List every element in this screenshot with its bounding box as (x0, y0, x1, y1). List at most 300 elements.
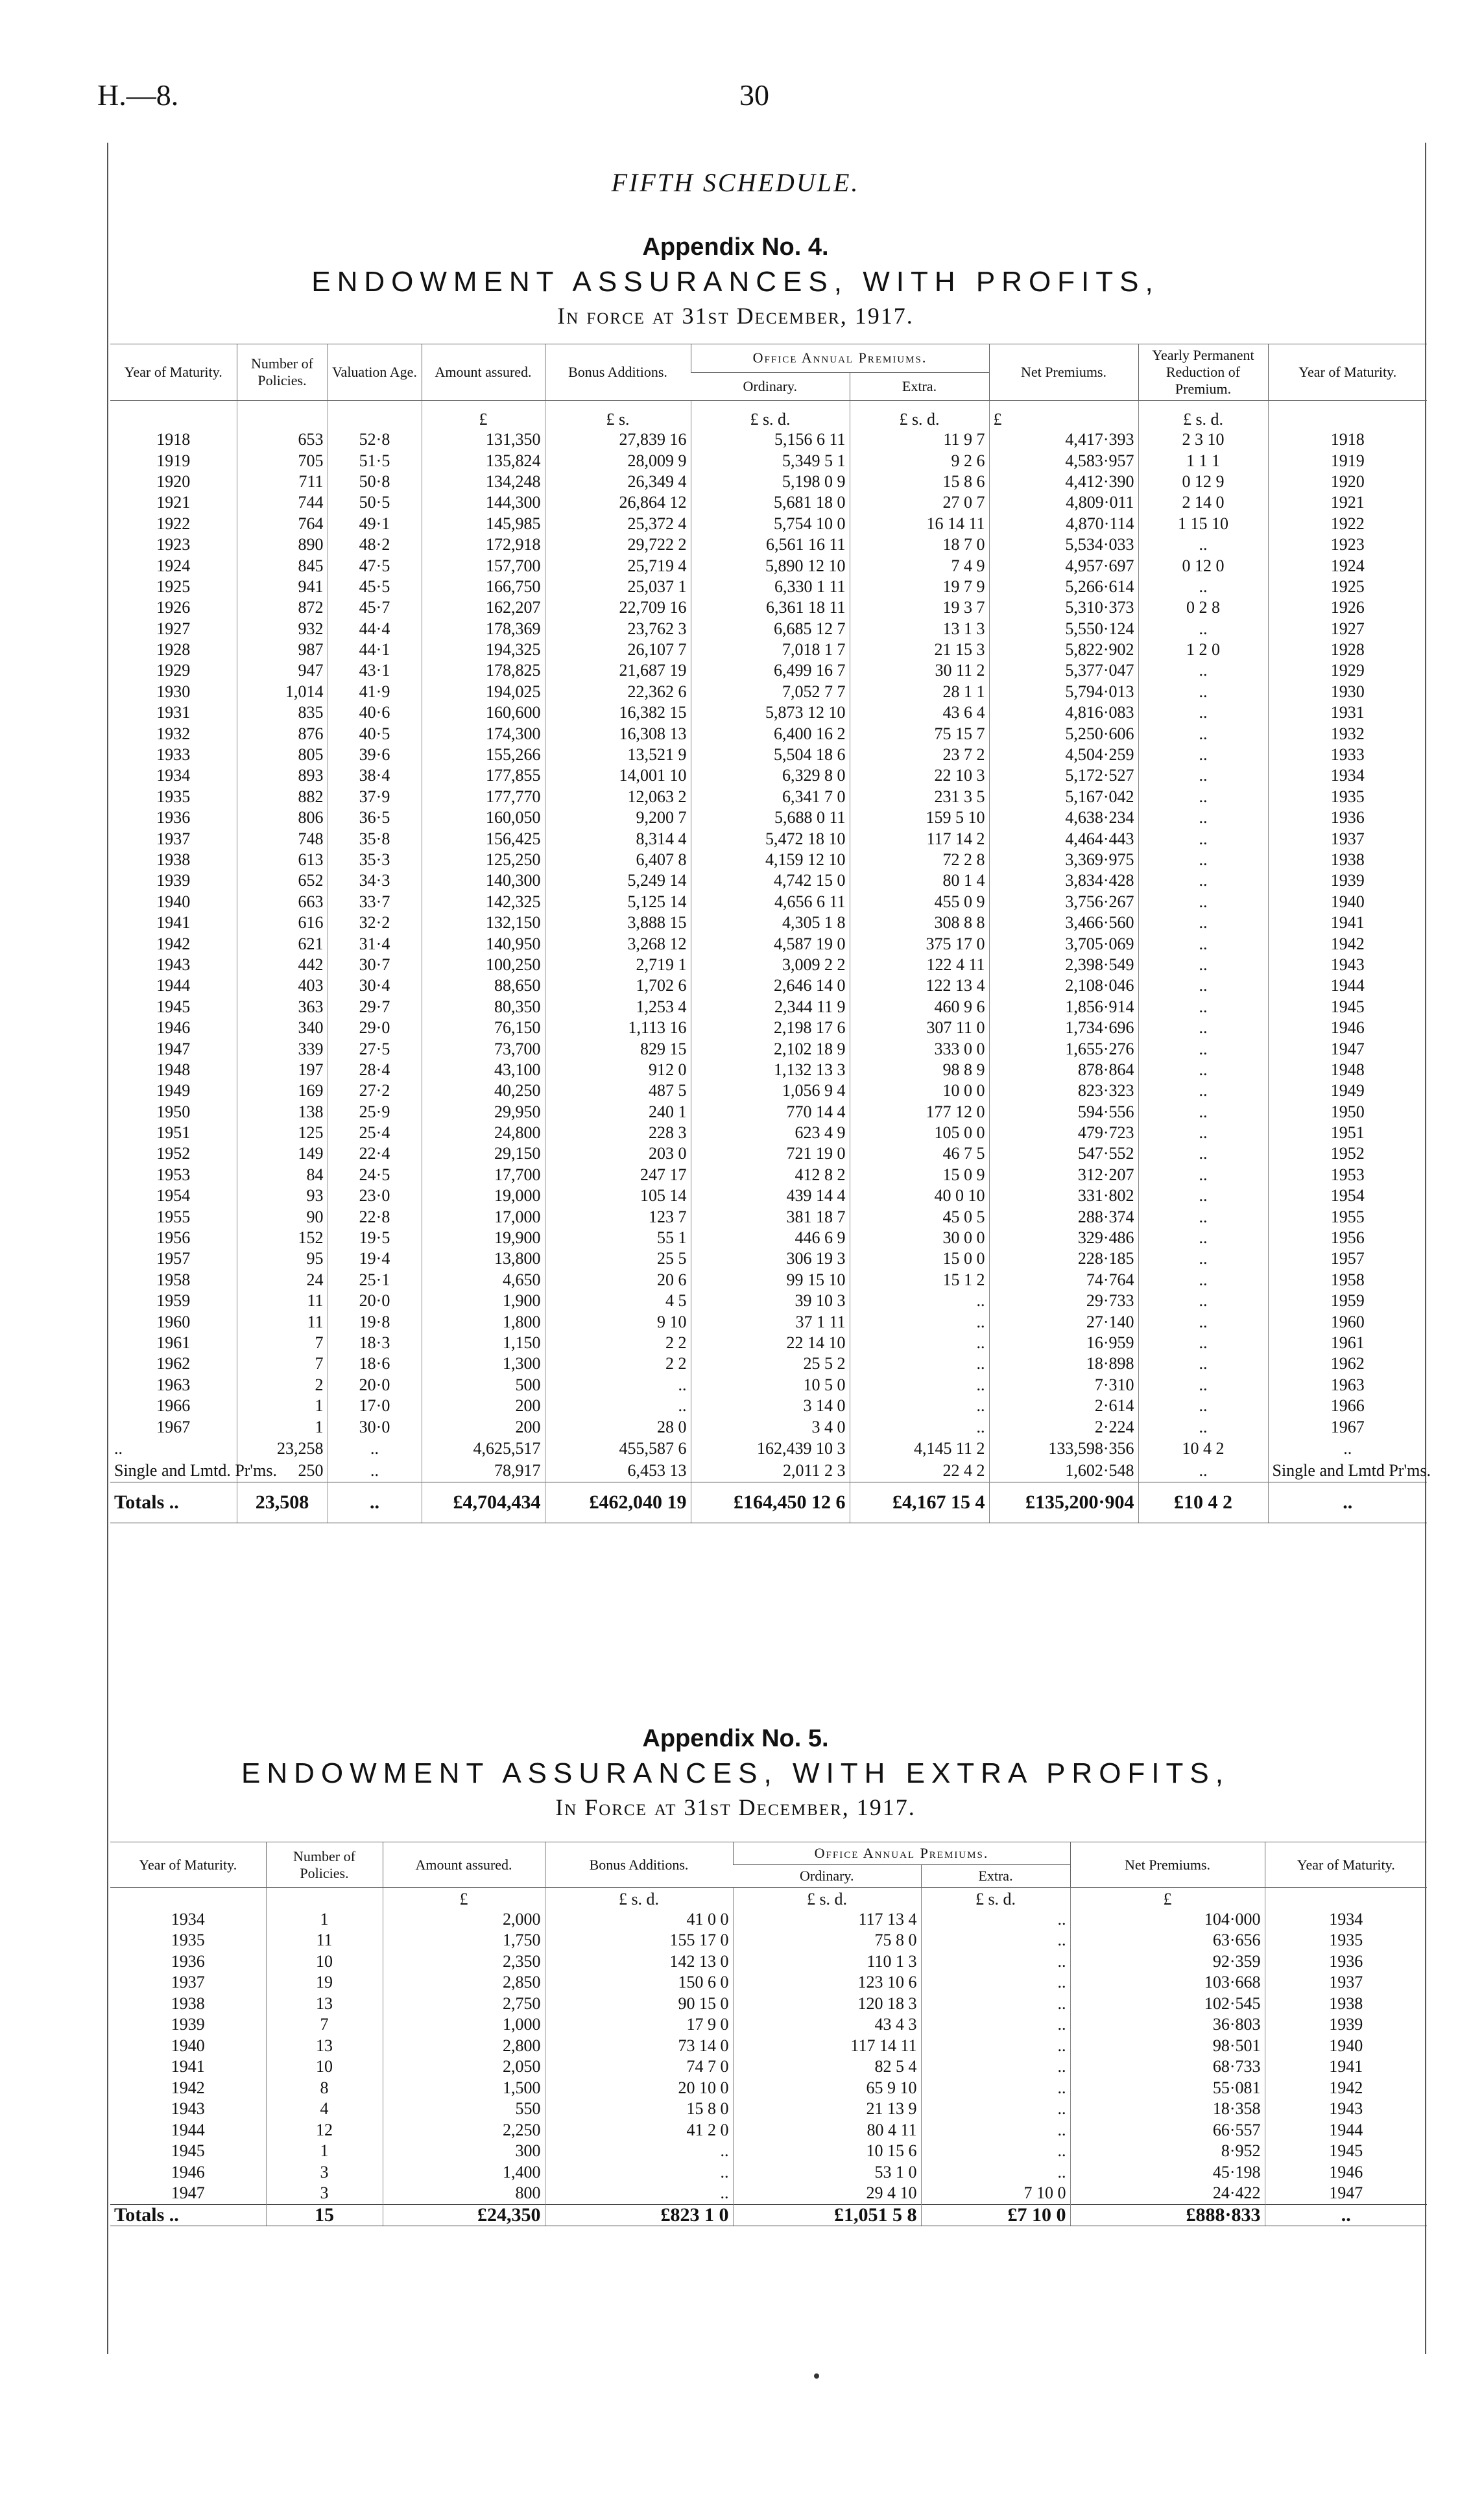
col-policies: Number of Policies. (266, 1842, 383, 1888)
appendix5-table (110, 1842, 1427, 2226)
table-cell: 1919 (156, 451, 191, 470)
table-cell: 13 1 3 (850, 619, 989, 639)
table-cell: 1920 (156, 471, 191, 491)
table-cell: £7 10 0 (921, 2204, 1070, 2226)
table-cell: 117 14 2 (850, 828, 989, 849)
table-cell: 1950 (1268, 1102, 1427, 1123)
page-header (97, 78, 1369, 117)
table-cell: 30·0 (328, 1416, 422, 1437)
table-cell: 4,587 19 0 (691, 933, 850, 954)
table-cell: 1932 (156, 724, 191, 743)
table-cell: 157,700 (422, 555, 545, 576)
table-cell: 3,009 2 2 (691, 955, 850, 975)
table-cell: 140,950 (422, 933, 545, 954)
table-cell: 1,500 (383, 2078, 545, 2099)
table-cell: 1962 (1268, 1353, 1427, 1374)
table-cell: 1 1 1 (1138, 450, 1268, 471)
col-bonus-additions: Bonus Additions. (545, 1842, 733, 1888)
table-row (110, 534, 1427, 555)
table-cell: 29 4 10 (733, 2183, 921, 2204)
table-cell: 5,349 5 1 (691, 450, 850, 471)
appendix5-label: Appendix No. 5. (642, 1725, 829, 1752)
table-cell: 24·5 (328, 1165, 422, 1185)
table-cell: 6,361 18 11 (691, 597, 850, 618)
table-cell: 68·733 (1070, 2056, 1265, 2078)
table-row (110, 1353, 1427, 1374)
table-row (110, 1060, 1427, 1080)
table-cell: 40·6 (328, 702, 422, 723)
table-cell: 40,250 (422, 1080, 545, 1101)
table-cell: 4,145 11 2 (850, 1438, 989, 1460)
table-cell: .. (1138, 1038, 1268, 1059)
table-cell: 306 19 3 (691, 1248, 850, 1269)
table-cell: 159 5 10 (850, 807, 989, 828)
table-cell: 1,300 (422, 1353, 545, 1374)
table-cell: 15 1 2 (850, 1270, 989, 1290)
table-cell: 122 13 4 (850, 975, 989, 996)
table-cell: .. (921, 1930, 1070, 1951)
table-cell: 35·3 (328, 850, 422, 870)
summary-row (110, 1460, 1427, 1482)
table-cell: £135,200·904 (989, 1482, 1138, 1523)
table-cell: 105 0 0 (850, 1123, 989, 1143)
table-cell: 178,369 (422, 619, 545, 639)
table-cell: 2,050 (383, 2056, 545, 2078)
table-cell: 1,014 (237, 682, 328, 702)
table-cell: 1945 (171, 2141, 205, 2161)
table-cell: 166,750 (422, 577, 545, 597)
table-cell: 1966 (1268, 1396, 1427, 1416)
table-cell: 24,800 (422, 1123, 545, 1143)
table-row (110, 1972, 1427, 1993)
table-cell: 76,150 (422, 1017, 545, 1038)
table-row (110, 1396, 1427, 1416)
table-cell: 1936 (1265, 1951, 1427, 1973)
table-cell: 1934 (156, 766, 191, 785)
table-cell: 31·4 (328, 933, 422, 954)
col-amount-assured: Amount assured. (383, 1842, 545, 1888)
table-cell: 33·7 (328, 892, 422, 912)
table-cell: 2,719 1 (545, 955, 691, 975)
table-cell: 1925 (1268, 577, 1427, 597)
table-cell: 19·4 (328, 1248, 422, 1269)
table-cell: .. (1138, 1123, 1268, 1143)
table-cell: 194,325 (422, 639, 545, 660)
table-cell: 1940 (1268, 892, 1427, 912)
table-cell: 1945 (1265, 2141, 1427, 2162)
table-row (110, 2036, 1427, 2057)
table-cell: 3 (266, 2162, 383, 2183)
table-cell: 711 (237, 471, 328, 492)
table-cell: 11 (237, 1290, 328, 1311)
table-cell: 1,132 13 3 (691, 1060, 850, 1080)
table-cell: 1941 (171, 2057, 205, 2076)
table-cell: 1948 (1268, 1060, 1427, 1080)
table-cell: 2,000 (383, 1909, 545, 1931)
table-cell: 145,985 (422, 514, 545, 534)
table-cell: 1947 (1268, 1038, 1427, 1059)
table-cell: .. (1138, 765, 1268, 786)
table-cell: 1949 (156, 1081, 191, 1100)
table-cell: 455,587 6 (545, 1438, 691, 1460)
table-cell: .. (921, 2098, 1070, 2120)
table-cell: 52·8 (328, 429, 422, 450)
table-cell: 39 10 3 (691, 1290, 850, 1311)
table-cell: 28·4 (328, 1060, 422, 1080)
table-cell: 1960 (1268, 1311, 1427, 1332)
table-cell: 1925 (156, 577, 191, 596)
table-cell: 74 7 0 (545, 2056, 733, 2078)
table-cell: 172,918 (422, 534, 545, 555)
table-cell: 442 (237, 955, 328, 975)
unit-label: £ (383, 1888, 545, 1909)
table-cell: 800 (383, 2183, 545, 2204)
table-cell: 63·656 (1070, 1930, 1265, 1951)
table-cell: £888·833 (1070, 2204, 1265, 2226)
table-cell: 155 17 0 (545, 1930, 733, 1951)
table-cell: 375 17 0 (850, 933, 989, 954)
table-row (110, 2183, 1427, 2204)
table-cell: 73 14 0 (545, 2036, 733, 2057)
table-cell: 24·422 (1070, 2183, 1265, 2204)
table-cell: 2,750 (383, 1993, 545, 2015)
table-cell: 829 15 (545, 1038, 691, 1059)
table-cell: 872 (237, 597, 328, 618)
table-cell: 25·1 (328, 1270, 422, 1290)
table-cell: 155,266 (422, 744, 545, 765)
table-row (110, 1080, 1427, 1101)
table-row (110, 787, 1427, 807)
table-cell: 3 14 0 (691, 1396, 850, 1416)
table-cell: 1,800 (422, 1311, 545, 1332)
table-cell: 93 (237, 1185, 328, 1206)
table-cell: 1,253 4 (545, 997, 691, 1017)
table-cell: 30 11 2 (850, 660, 989, 681)
table-cell: 1950 (156, 1102, 191, 1121)
table-cell: 16,308 13 (545, 723, 691, 744)
table-cell: .. (1138, 702, 1268, 723)
table-cell: 1931 (156, 703, 191, 722)
table-cell: 1952 (1268, 1143, 1427, 1164)
table-cell: .. (1138, 619, 1268, 639)
table-row (110, 2098, 1427, 2120)
table-cell: 5,310·373 (989, 597, 1138, 618)
table-cell: 4,625,517 (422, 1438, 545, 1460)
table-cell: 1934 (1265, 1909, 1427, 1931)
table-cell: 1959 (1268, 1290, 1427, 1311)
table-cell: 5,822·902 (989, 639, 1138, 660)
table-row (110, 1017, 1427, 1038)
document-reference: H.—8. (97, 78, 179, 112)
table-cell: 29·0 (328, 1017, 422, 1038)
table-cell: 652 (237, 870, 328, 891)
table-cell: 1921 (156, 493, 191, 512)
table-cell: 41·9 (328, 682, 422, 702)
table-cell: 152 (237, 1228, 328, 1248)
table-row (110, 2056, 1427, 2078)
table-cell: 21 15 3 (850, 639, 989, 660)
table-cell: 4,809·011 (989, 492, 1138, 513)
table-cell: 455 0 9 (850, 892, 989, 912)
table-cell: £4,167 15 4 (850, 1482, 989, 1523)
table-cell: 10 4 2 (1138, 1438, 1268, 1460)
table-cell: 117 13 4 (733, 1909, 921, 1931)
table-cell: 9 2 6 (850, 450, 989, 471)
table-cell: 117 14 11 (733, 2036, 921, 2057)
appendix4-label: Appendix No. 4. (642, 233, 829, 261)
totals-row (110, 1482, 1427, 1523)
table-cell: .. (114, 1438, 123, 1458)
table-cell: 748 (237, 828, 328, 849)
table-cell: 878·864 (989, 1060, 1138, 1080)
table-cell: 48·2 (328, 534, 422, 555)
table-cell: 1942 (1265, 2078, 1427, 2099)
table-cell: .. (1138, 1228, 1268, 1248)
table-cell: 2,011 2 3 (691, 1460, 850, 1482)
table-cell: 162,439 10 3 (691, 1438, 850, 1460)
table-cell: 75 8 0 (733, 1930, 921, 1951)
table-cell: 36·5 (328, 807, 422, 828)
table-cell: 17 9 0 (545, 2014, 733, 2036)
table-cell: 10 0 0 (850, 1080, 989, 1101)
table-cell: 1918 (156, 430, 191, 449)
table-cell: 1936 (156, 808, 191, 827)
table-cell: .. (1138, 577, 1268, 597)
table-cell: .. (1138, 1185, 1268, 1206)
table-row (110, 1993, 1427, 2015)
table-cell: 744 (237, 492, 328, 513)
table-row (110, 514, 1427, 534)
table-cell: 9,200 7 (545, 807, 691, 828)
table-cell: 231 3 5 (850, 787, 989, 807)
table-cell: 1947 (171, 2183, 205, 2203)
table-row (110, 744, 1427, 765)
table-row (110, 955, 1427, 975)
table-cell: 19·5 (328, 1228, 422, 1248)
table-cell: 3,834·428 (989, 870, 1138, 891)
table-cell: 43,100 (422, 1060, 545, 1080)
table-cell: .. (850, 1416, 989, 1437)
table-cell: 1943 (1265, 2098, 1427, 2120)
table-cell: .. (1268, 1482, 1427, 1523)
table-cell: 7·310 (989, 1375, 1138, 1396)
table-cell: 1930 (1268, 682, 1427, 702)
table-cell: 3,705·069 (989, 933, 1138, 954)
table-cell: .. (1138, 1333, 1268, 1353)
table-cell: 6,499 16 7 (691, 660, 850, 681)
table-cell: 1942 (156, 934, 191, 953)
table-cell: 932 (237, 619, 328, 639)
table-row (110, 723, 1427, 744)
table-cell: 1933 (1268, 744, 1427, 765)
table-cell: 177,855 (422, 765, 545, 786)
table-cell: 10 5 0 (691, 1375, 850, 1396)
table-cell: 1932 (1268, 723, 1427, 744)
table-cell: 45 0 5 (850, 1206, 989, 1227)
table-cell: 29,950 (422, 1102, 545, 1123)
table-cell: 479·723 (989, 1123, 1138, 1143)
table-cell: 1962 (156, 1354, 191, 1373)
table-cell: 228 3 (545, 1123, 691, 1143)
table-row (110, 2141, 1427, 2162)
table-cell: 135,824 (422, 450, 545, 471)
table-cell: 1924 (1268, 555, 1427, 576)
table-cell: 149 (237, 1143, 328, 1164)
table-cell: 55 1 (545, 1228, 691, 1248)
table-cell: 1959 (156, 1291, 191, 1311)
table-row (110, 850, 1427, 870)
table-row (110, 429, 1427, 450)
table-cell: .. (1138, 997, 1268, 1017)
table-cell: 49·1 (328, 514, 422, 534)
table-row (110, 1416, 1427, 1437)
table-cell: 25,719 4 (545, 555, 691, 576)
table-cell: 2 (237, 1375, 328, 1396)
table-cell: 1922 (1268, 514, 1427, 534)
table-cell: 6,407 8 (545, 850, 691, 870)
table-cell: .. (921, 2162, 1070, 2183)
table-cell: 25·4 (328, 1123, 422, 1143)
table-cell: 5,198 0 9 (691, 471, 850, 492)
table-cell: 20·0 (328, 1290, 422, 1311)
table-cell: 1949 (1268, 1080, 1427, 1101)
table-cell: 8 (266, 2078, 383, 2099)
table-cell: .. (1138, 534, 1268, 555)
table-cell: 13,521 9 (545, 744, 691, 765)
table-cell: 194,025 (422, 682, 545, 702)
table-cell: 623 4 9 (691, 1123, 850, 1143)
table-cell: 15 0 9 (850, 1165, 989, 1185)
table-cell: 19,900 (422, 1228, 545, 1248)
table-cell: 1957 (156, 1249, 191, 1268)
table-cell: .. (1138, 1206, 1268, 1227)
table-cell: Single and Lmtd. Pr'ms. (114, 1460, 277, 1480)
table-cell: 806 (237, 807, 328, 828)
table-cell: .. (1138, 975, 1268, 996)
table-row (110, 1951, 1427, 1973)
table-cell: 0 12 0 (1138, 555, 1268, 576)
table-cell: 1930 (156, 682, 191, 701)
col-extra: Extra. (850, 372, 989, 401)
unit-label: £ s. d. (691, 401, 850, 430)
unit-label: £ s. d. (733, 1888, 921, 1909)
table-cell: 88,650 (422, 975, 545, 996)
table-cell: .. (1138, 1311, 1268, 1332)
table-cell: 1 (237, 1416, 328, 1437)
table-cell: 5,472 18 10 (691, 828, 850, 849)
table-cell: 4,638·234 (989, 807, 1138, 828)
table-cell: 178,825 (422, 660, 545, 681)
table-row (110, 975, 1427, 996)
table-cell: 162,207 (422, 597, 545, 618)
table-cell: 125 (237, 1123, 328, 1143)
table-cell: 26,107 7 (545, 639, 691, 660)
table-cell: 663 (237, 892, 328, 912)
table-cell: 9 10 (545, 1311, 691, 1332)
col-amount-assured: Amount assured. (422, 344, 545, 401)
table-cell: 1941 (156, 913, 191, 933)
table-cell: 594·556 (989, 1102, 1138, 1123)
table-cell: .. (921, 1993, 1070, 2015)
table-cell: 1 15 10 (1138, 514, 1268, 534)
table-cell: 1928 (156, 640, 191, 660)
table-cell: .. (328, 1438, 422, 1460)
table-cell: 10 (266, 2056, 383, 2078)
table-cell: 34·3 (328, 870, 422, 891)
table-cell: 13 (266, 1993, 383, 2015)
unit-label: £ s. d. (1138, 401, 1268, 430)
table-cell: .. (921, 2056, 1070, 2078)
table-cell: 805 (237, 744, 328, 765)
table-cell: 412 8 2 (691, 1165, 850, 1185)
table-cell: 2 3 10 (1138, 429, 1268, 450)
table-cell: .. (545, 1375, 691, 1396)
table-cell: 1961 (156, 1333, 191, 1352)
table-cell: .. (921, 2036, 1070, 2057)
table-cell: 1946 (171, 2162, 205, 2181)
table-cell: 1966 (156, 1396, 191, 1416)
table-cell: 1935 (156, 787, 191, 806)
table-row (110, 1909, 1427, 1931)
table-cell: 19 (266, 1972, 383, 1993)
table-cell: .. (1138, 723, 1268, 744)
table-row (110, 2078, 1427, 2099)
table-cell: 5,873 12 10 (691, 702, 850, 723)
table-cell: 103·668 (1070, 1972, 1265, 1993)
table-cell: 1921 (1268, 492, 1427, 513)
table-cell: 10 15 6 (733, 2141, 921, 2162)
table-cell: 2 2 (545, 1333, 691, 1353)
table-cell: .. (850, 1290, 989, 1311)
table-cell: 1919 (1268, 450, 1427, 471)
col-policies: Number of Policies. (237, 344, 328, 401)
table-cell: 1956 (1268, 1228, 1427, 1248)
table-cell: 18·3 (328, 1333, 422, 1353)
table-cell: 721 19 0 (691, 1143, 850, 1164)
table-cell: 764 (237, 514, 328, 534)
table-cell: 1927 (156, 619, 191, 638)
table-cell: 250 (237, 1460, 328, 1482)
table-cell: 160,050 (422, 807, 545, 828)
col-bonus-additions: Bonus Additions. (545, 344, 691, 401)
table-cell: 1,113 16 (545, 1017, 691, 1038)
table-cell: 2,800 (383, 2036, 545, 2057)
table-cell: 1943 (156, 955, 191, 974)
table-cell: 7,052 7 7 (691, 682, 850, 702)
table-cell: 123 10 6 (733, 1972, 921, 1993)
table-cell: 247 17 (545, 1165, 691, 1185)
table-row (110, 471, 1427, 492)
table-cell: .. (850, 1375, 989, 1396)
table-cell: 8,314 4 (545, 828, 691, 849)
table-cell: .. (1138, 1353, 1268, 1374)
table-cell: 24 (237, 1270, 328, 1290)
table-cell: 29,722 2 (545, 534, 691, 555)
table-cell: 1940 (171, 2036, 205, 2055)
table-cell: 45·5 (328, 577, 422, 597)
table-cell: 2,198 17 6 (691, 1017, 850, 1038)
table-cell: 38·4 (328, 765, 422, 786)
table-cell: 102·545 (1070, 1993, 1265, 2015)
table-cell: 66·557 (1070, 2120, 1265, 2141)
table-row (110, 2120, 1427, 2141)
table-cell: 1939 (156, 871, 191, 890)
table-cell: 1940 (1265, 2036, 1427, 2057)
table-cell: .. (1138, 1460, 1268, 1482)
table-cell: 84 (237, 1165, 328, 1185)
table-cell: 4,412·390 (989, 471, 1138, 492)
table-cell: 78,917 (422, 1460, 545, 1482)
